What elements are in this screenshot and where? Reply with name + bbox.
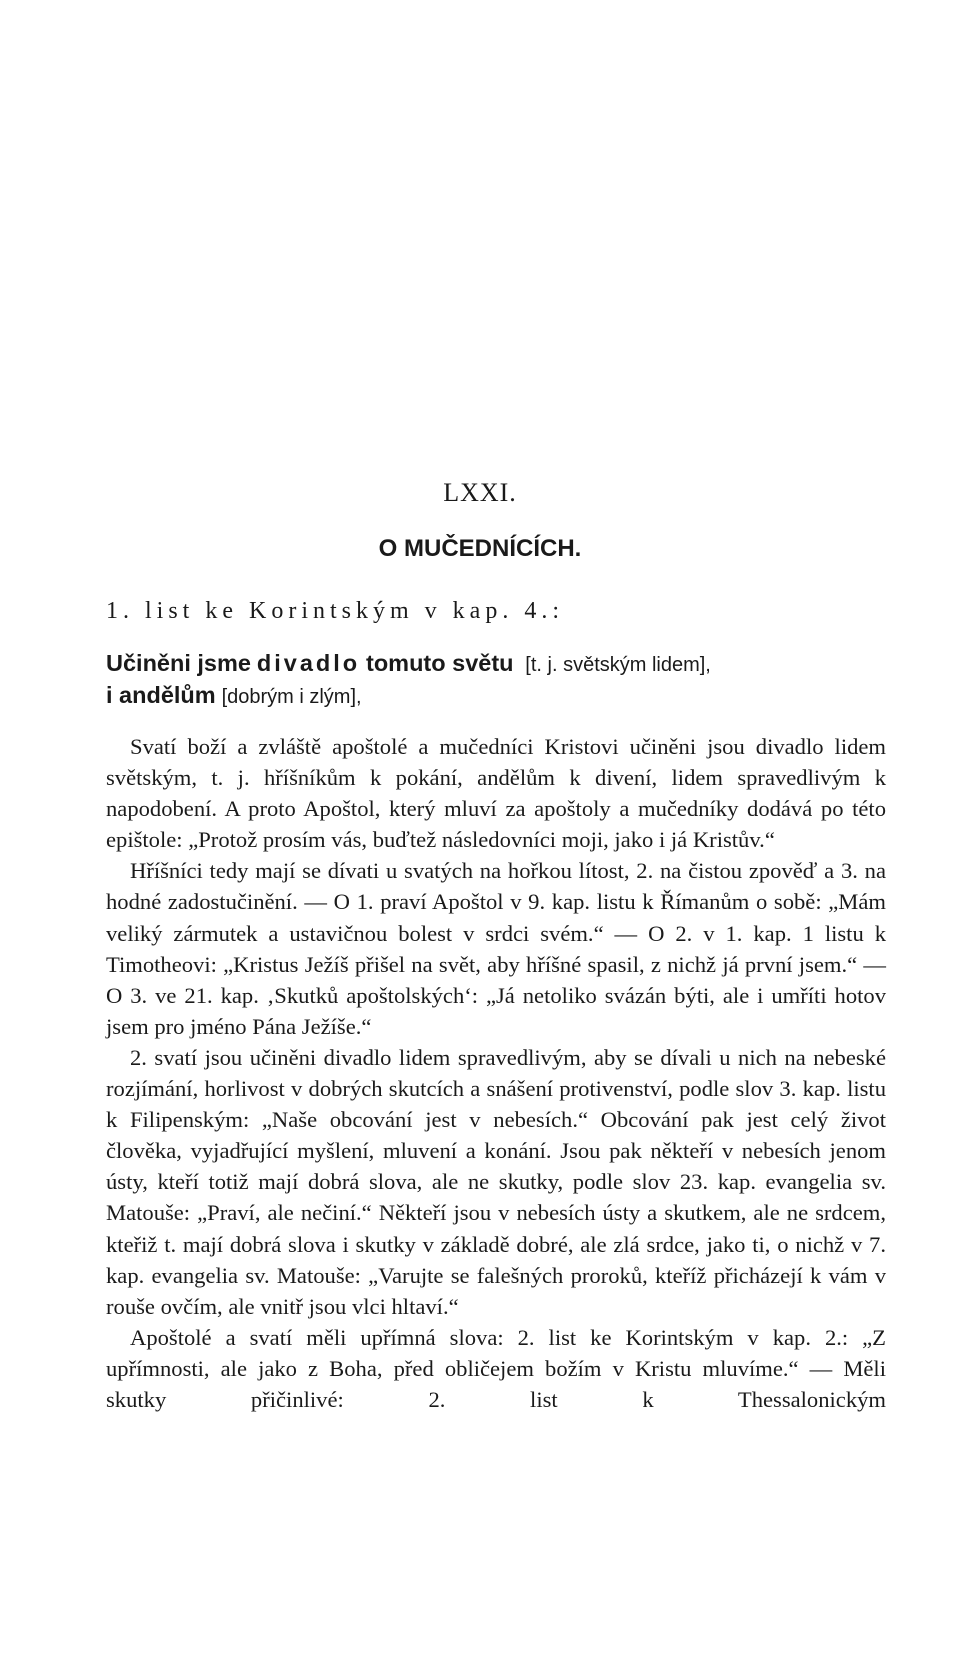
motto-verse xyxy=(106,648,886,712)
chapter-numeral: LXXI. xyxy=(443,478,517,507)
paragraph: Hříšníci tedy mají se dívati u svatých na hořkou lítost, 2. na čistou zpověď a 3. na hodné zadostučinění. — O 1. praví Apoštol v 9. kap. listu k Římanům o sobě: „Mám veliký zármutek a ustavičnou bolest v srdci svém.“ — O 2. v 1. kap. 1 listu k Timotheovi: „Kristus Ježíš přišel na svět, aby hříšné spasil, z nichž já první jsem.“ — O 3. ve 21. kap. ‚Skutků apoštolských‘: „Já netoliko svázán býti, ale i umříti hotov jsem pro jméno Pána Ježíše.“ xyxy=(106,858,886,1039)
motto-part-6: [dobrým i zlým], xyxy=(221,686,362,708)
scripture-reference: 1. list ke Korintským v kap. 4.: xyxy=(106,598,564,624)
chapter-title: O MUČEDNÍCÍCH. xyxy=(378,535,582,562)
paragraph: Apoštolé a svatí měli upřímná slova: 2. list ke Korintským v kap. 2.: „Z upřímnosti, ale jako z Boha, před obličejem božím v Kristu mluvíme.“ — Měli skutky přičinlivé: 2. list k Thessalonickým xyxy=(106,1324,886,1412)
body-text xyxy=(106,731,886,1415)
motto-part-5: i andělům xyxy=(106,682,216,708)
motto-part-3: tomuto světu xyxy=(366,650,514,676)
paragraph: Svatí boží a zvláště apoštolé a mučedníci Kristovi učiněni jsou divadlo lidem světským, t. j. hříšníkům k pokání, andělům k divení, lidem spravedlivým k napodobení. A proto Apoštol, který mluví za apoštoly a mučedníky dodává po této epištole: „Protož prosím vás, buďtež následovníci moji, jako i já Kristův.“ xyxy=(106,734,886,853)
motto-part-2: divadlo xyxy=(256,650,361,676)
motto-part-1: Učiněni jsme xyxy=(106,650,251,676)
motto-part-4: [t. j. světským lidem], xyxy=(525,654,711,676)
paragraph: 2. svatí jsou učiněni divadlo lidem spravedlivým, aby se dívali u nich na nebeské rozjímání, horlivost v dobrých skutcích a snášení protivenství, podle slov 3. kap. listu k Filipenským: „Naše obcování jest v nebesích.“ Obcování pak jest celý život člověka, vyjadřující myšlení, mluvení a konání. Jsou pak někteří v nebesích jenom ústy, kteří totiž mají dobrá slova, ale ne skutky, podle slov 23. kap. evangelia sv. Matouše: „Praví, ale nečiní.“ Někteří jsou v nebesích ústy a skutkem, ale ne srdcem, kteřiž t. mají dobrá slova i skutky v základě dobré, ale zlá srdce, jako ti, o nichž v 7. kap. evangelia sv. Matouše: „Varujte se falešných proroků, kteříž přicházejí k vám v rouše ovčím, ale vnitř jsou vlci hltaví.“ xyxy=(106,1044,886,1319)
